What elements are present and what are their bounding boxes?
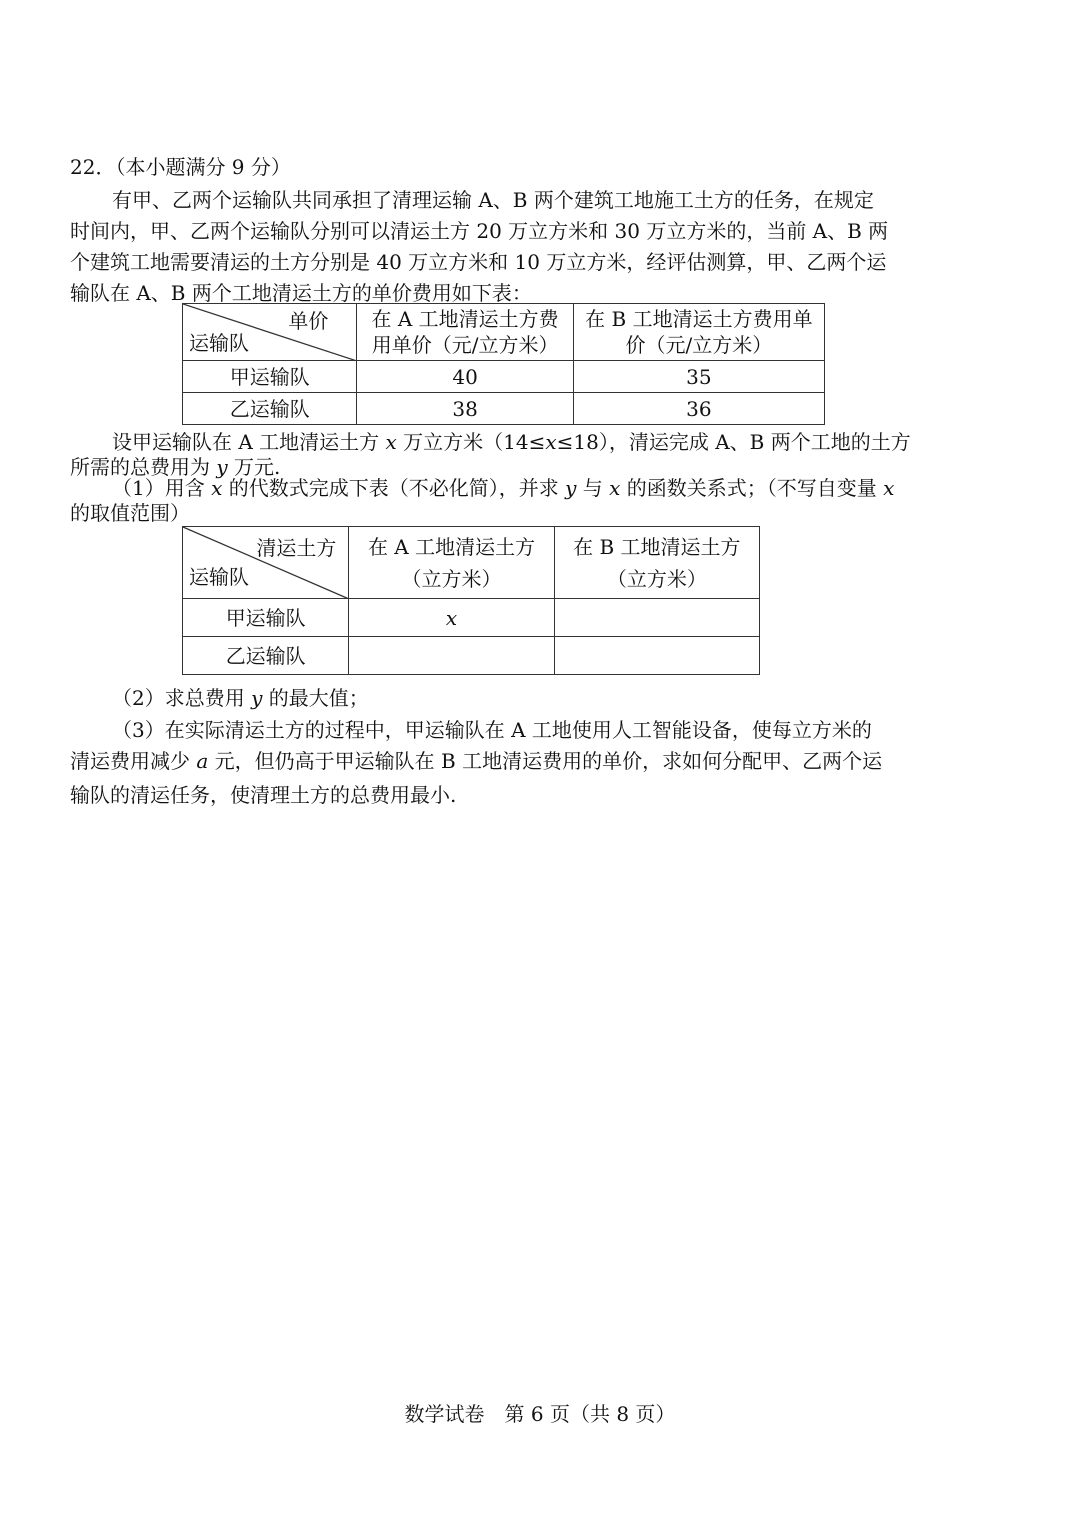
table-row [183, 393, 825, 425]
part3-line: （3）在实际清运土方的过程中，甲运输队在 A 工地使用人工智能设备，使每立方米的 [112, 718, 872, 742]
intro-line: 时间内，甲、乙两个运输队分别可以清运土方 20 万立方米和 30 万立方米的，当前 A、B 两 [70, 219, 889, 243]
corner-label-top: 单价 [288, 309, 329, 333]
intro-line: 输队在 A、B 两个工地清运土方的单价费用如下表： [70, 281, 532, 305]
page-footer: 数学试卷 第 6 页（共 8 页） [404, 1402, 676, 1426]
price-b: 35 [573, 361, 824, 393]
question-header: 22．（本小题满分 9 分） [70, 155, 291, 179]
diagonal-header-cell [183, 527, 349, 599]
part2-line: （2）求总费用 y 的最大值； [112, 686, 369, 710]
part1-line: 的取值范围） [70, 501, 190, 525]
diagonal-header-cell [183, 304, 357, 361]
column-header-a: 在 A 工地清运土方 （立方米） [349, 527, 554, 599]
amount-a [349, 637, 554, 675]
team-name: 乙运输队 [183, 393, 357, 425]
team-name: 甲运输队 [183, 361, 357, 393]
column-header-b: 在 B 工地清运土方费用单 价（元/立方米） [573, 304, 824, 361]
part3-line: 输队的清运任务，使清理土方的总费用最小. [70, 783, 457, 807]
corner-label-top: 清运土方 [256, 536, 337, 560]
part1-line: （1）用含 x 的代数式完成下表（不必化简），并求 y 与 x 的函数关系式；（不写自变量 x [112, 476, 895, 500]
column-header-a: 在 A 工地清运土方费 用单价（元/立方米） [357, 304, 573, 361]
team-name: 乙运输队 [183, 637, 349, 675]
price-b: 36 [573, 393, 824, 425]
intro-line: 有甲、乙两个运输队共同承担了清理运输 A、B 两个建筑工地施工土方的任务，在规定 [112, 188, 874, 212]
price-a: 38 [357, 393, 573, 425]
corner-label-bottom: 运输队 [189, 331, 249, 355]
corner-label-bottom: 运输队 [189, 565, 249, 589]
table-row [183, 361, 825, 393]
amount-b [554, 637, 759, 675]
part3-line: 清运费用减少 a 元，但仍高于甲运输队在 B 工地清运费用的单价，求如何分配甲、乙两个运 [70, 749, 883, 773]
setup-line: 设甲运输队在 A 工地清运土方 x 万立方米（14≤x≤18），清运完成 A、B 两个工地的土方 [112, 430, 911, 454]
table-row [183, 599, 760, 637]
team-name: 甲运输队 [183, 599, 349, 637]
column-header-b: 在 B 工地清运土方 （立方米） [554, 527, 759, 599]
price-a: 40 [357, 361, 573, 393]
amount-b [554, 599, 759, 637]
assignment-table [182, 526, 760, 675]
intro-line: 个建筑工地需要清运的土方分别是 40 万立方米和 10 万立方米，经评估测算，甲、乙两个运 [70, 250, 887, 274]
price-table [182, 303, 825, 425]
table-row [183, 637, 760, 675]
setup-line: 所需的总费用为 y 万元. [70, 455, 281, 479]
amount-a: x [349, 599, 554, 637]
